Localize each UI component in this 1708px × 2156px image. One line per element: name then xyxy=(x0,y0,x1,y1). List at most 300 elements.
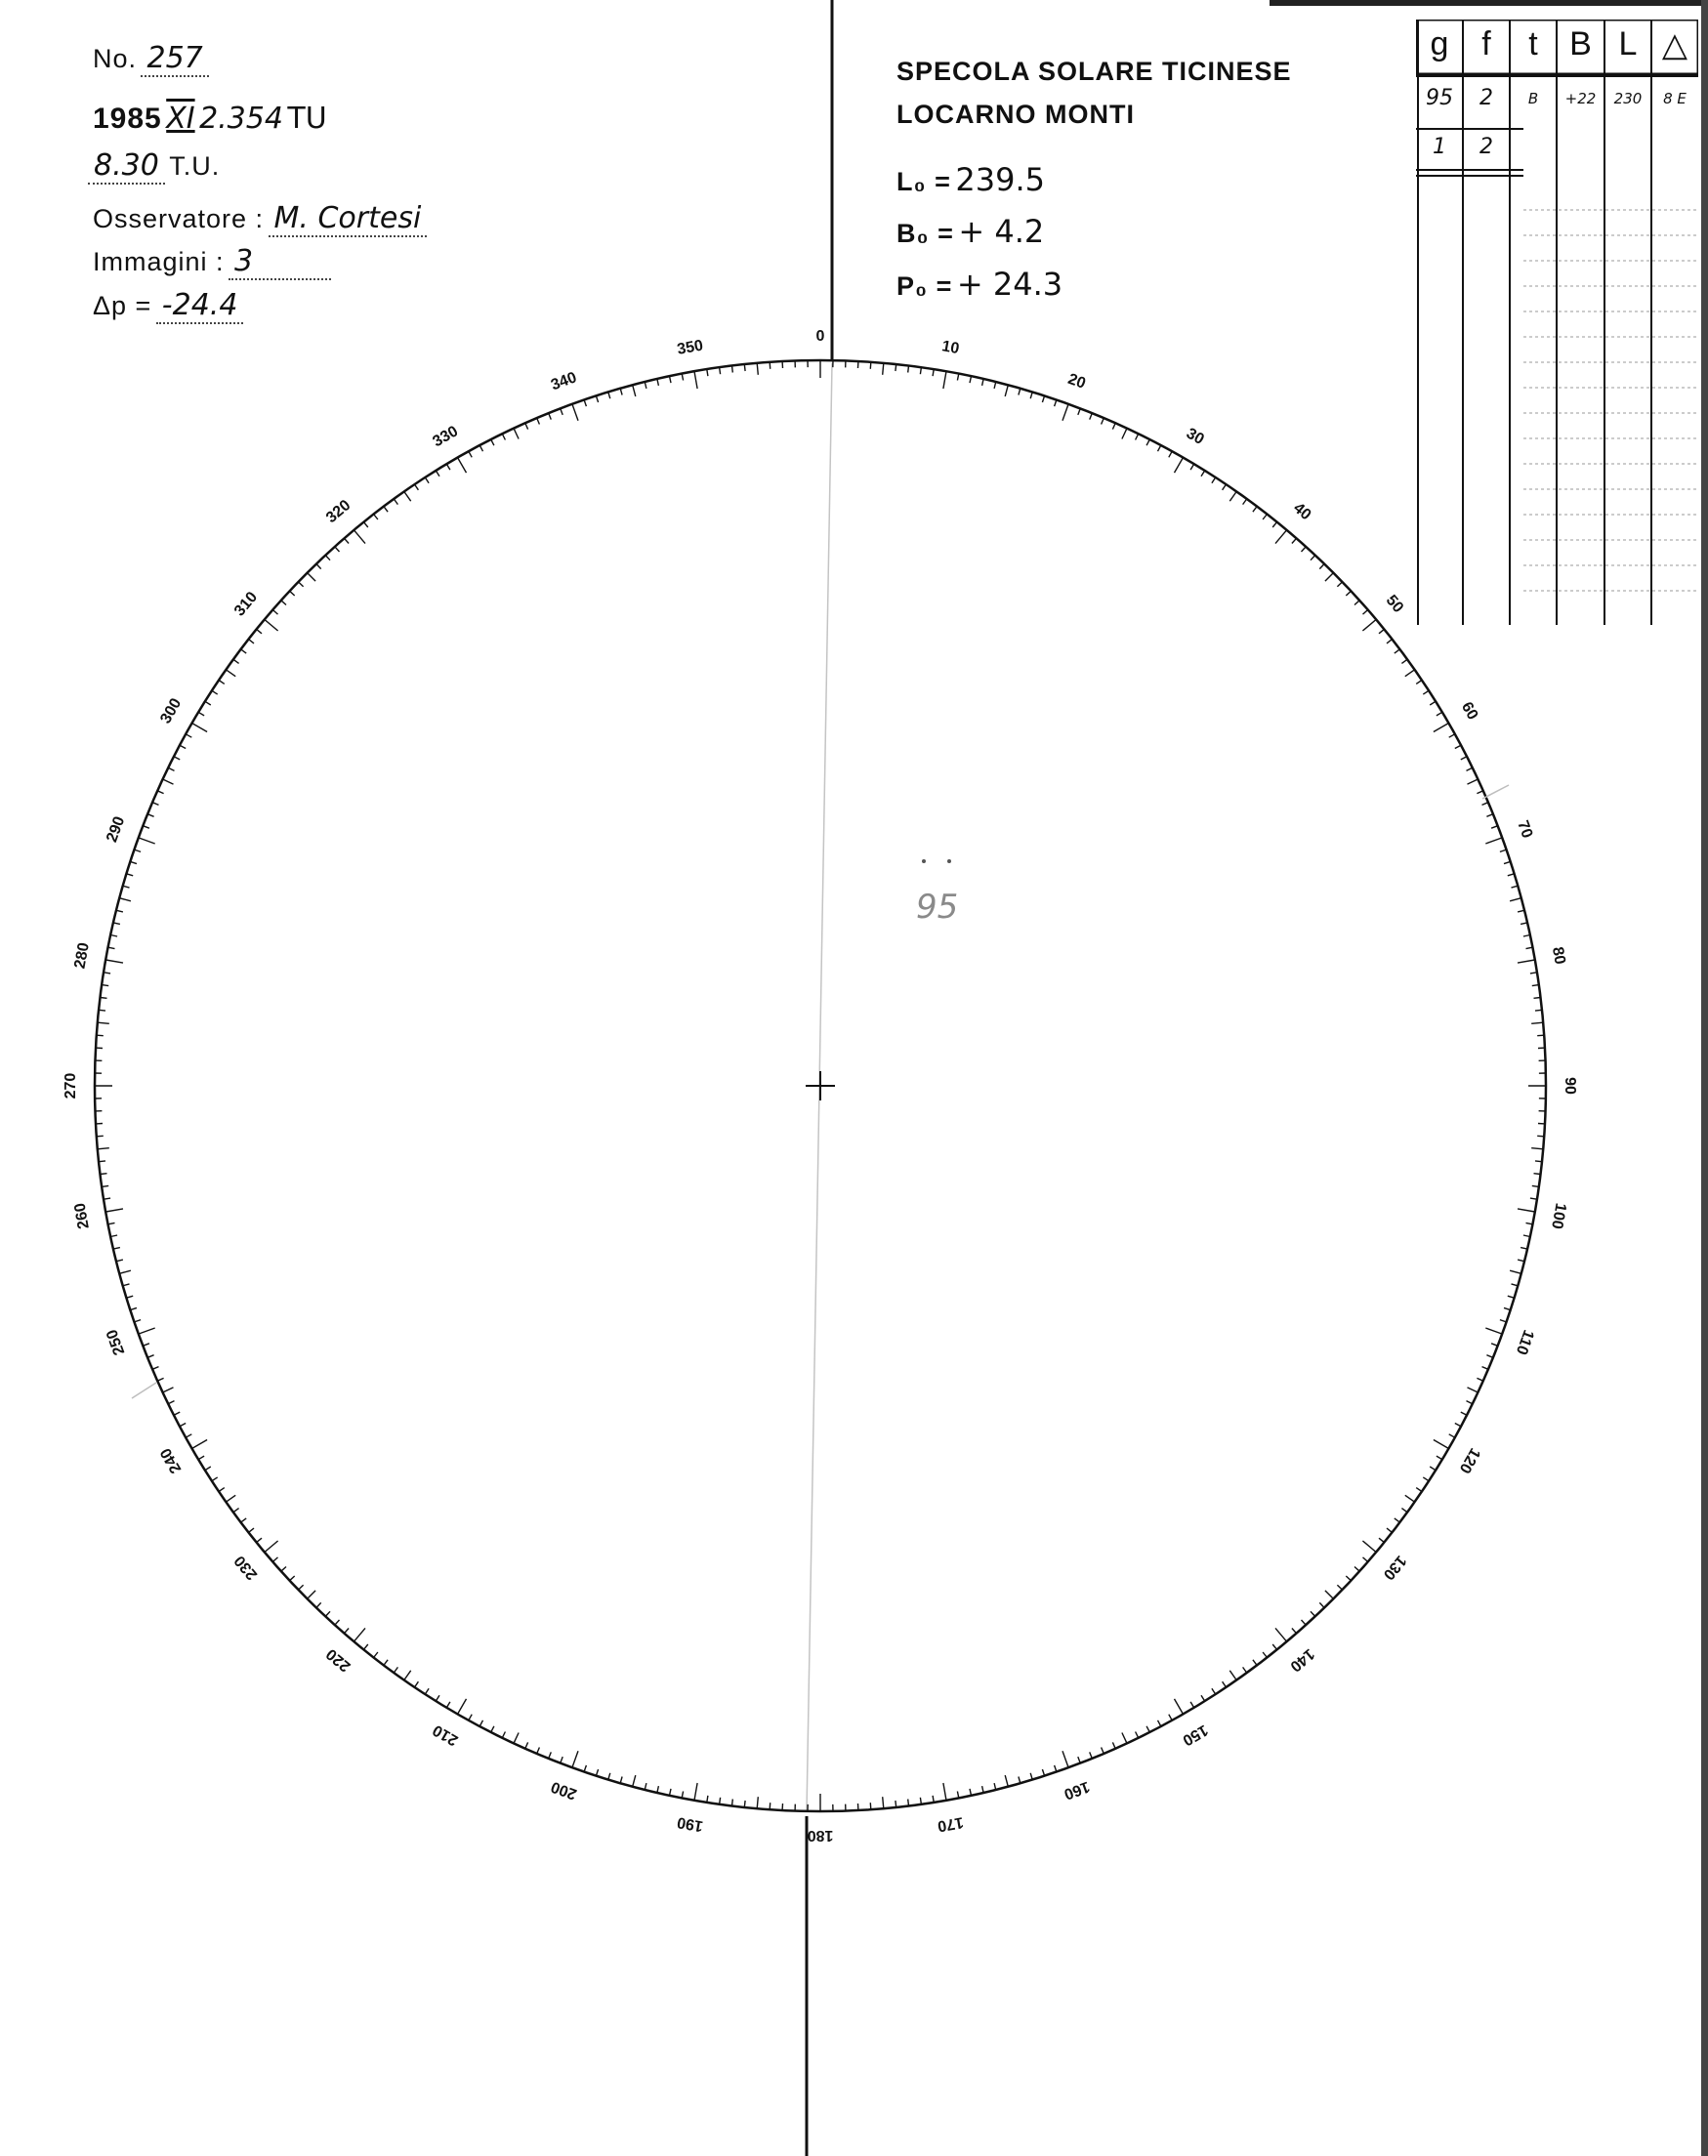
date-month: XI xyxy=(166,102,195,136)
degree-label: 280 xyxy=(71,941,93,971)
degree-tick xyxy=(1534,1174,1541,1175)
degree-label: 160 xyxy=(1062,1777,1092,1803)
degree-tick xyxy=(502,1732,505,1738)
degree-tick xyxy=(192,724,208,732)
degree-label: 250 xyxy=(104,1327,129,1357)
date-year: 1985 xyxy=(93,103,162,135)
degree-tick xyxy=(1319,564,1324,569)
degree-tick xyxy=(1302,547,1307,552)
degree-tick xyxy=(1508,1296,1515,1298)
degree-tick xyxy=(168,1401,174,1404)
degree-tick xyxy=(1122,1733,1127,1744)
degree-tick xyxy=(1449,1434,1455,1437)
degree-tick xyxy=(994,382,996,389)
degree-tick xyxy=(620,1777,622,1784)
degree-tick xyxy=(1434,724,1449,732)
degree-tick xyxy=(102,985,108,986)
degree-tick xyxy=(205,1467,211,1471)
degree-tick xyxy=(744,364,745,371)
degree-tick xyxy=(1455,745,1461,748)
degree-tick xyxy=(1253,507,1257,513)
degree-tick xyxy=(316,1602,321,1607)
degree-tick xyxy=(982,1786,984,1793)
degree-tick xyxy=(436,471,439,477)
degree-tick xyxy=(525,423,528,429)
degree-label: 130 xyxy=(1379,1552,1410,1583)
degree-tick xyxy=(870,1803,871,1809)
degree-tick xyxy=(113,1248,120,1250)
degree-tick xyxy=(198,712,204,716)
degree-tick xyxy=(1243,499,1247,505)
degree-tick xyxy=(1146,1726,1149,1732)
degree-tick xyxy=(1042,395,1044,402)
degree-label: 240 xyxy=(157,1444,186,1476)
degree-tick xyxy=(299,1585,304,1590)
degree-tick xyxy=(1531,1148,1543,1149)
degree-tick xyxy=(469,1715,472,1721)
degree-tick xyxy=(135,850,142,851)
degree-tick xyxy=(1379,1538,1384,1542)
degree-tick xyxy=(99,1161,105,1162)
degree-tick xyxy=(1190,464,1194,470)
degree-tick xyxy=(1311,1611,1315,1616)
degree-tick xyxy=(1354,1567,1359,1572)
degree-tick xyxy=(1521,1248,1527,1250)
degree-tick xyxy=(130,861,137,863)
degree-tick xyxy=(1055,400,1057,407)
time-suffix: T.U. xyxy=(169,151,221,181)
degree-tick xyxy=(1500,1320,1507,1322)
degree-tick xyxy=(1405,670,1415,677)
degree-tick xyxy=(561,1757,563,1763)
degree-tick xyxy=(1346,1576,1351,1581)
degree-tick xyxy=(265,1541,278,1553)
degree-tick xyxy=(572,1751,578,1767)
degree-tick xyxy=(469,451,472,457)
degree-tick xyxy=(502,434,505,439)
P0-value: + 24.3 xyxy=(956,266,1063,303)
degree-tick xyxy=(608,393,610,399)
degree-tick xyxy=(233,1509,239,1513)
degree-tick xyxy=(1019,1777,1021,1784)
degree-tick xyxy=(620,389,622,395)
degree-tick xyxy=(770,362,771,369)
degree-tick xyxy=(633,1775,636,1787)
degree-tick xyxy=(572,404,578,421)
degree-tick xyxy=(1512,1284,1519,1286)
degree-label: 10 xyxy=(940,338,961,358)
degree-tick xyxy=(479,445,482,451)
degree-tick xyxy=(1510,898,1521,901)
degree-tick xyxy=(186,734,191,737)
degree-label: 180 xyxy=(807,1827,834,1844)
degree-tick xyxy=(308,573,316,582)
degree-tick xyxy=(180,745,186,748)
degree-tick xyxy=(102,1185,108,1186)
degree-tick xyxy=(1416,681,1422,684)
degree-tick xyxy=(1500,850,1507,851)
degree-tick xyxy=(1019,389,1021,395)
degree-tick xyxy=(163,779,174,784)
degree-tick xyxy=(596,395,598,402)
P0-label: P₀ = xyxy=(896,271,953,301)
degree-tick xyxy=(1434,1440,1449,1449)
degree-tick xyxy=(1030,1773,1032,1780)
degree-tick xyxy=(335,1620,340,1625)
degree-tick xyxy=(446,1702,450,1708)
table-header-cell: B xyxy=(1569,25,1592,62)
degree-tick xyxy=(720,1798,721,1804)
degree-tick xyxy=(1272,1644,1276,1649)
degree-tick xyxy=(1078,1757,1081,1763)
sheet-number-value: 257 xyxy=(141,41,208,77)
degree-tick xyxy=(205,701,211,705)
degree-tick xyxy=(1467,1401,1473,1404)
degree-tick xyxy=(105,1209,123,1212)
degree-tick xyxy=(1485,838,1502,844)
degree-tick xyxy=(212,690,218,694)
degree-tick xyxy=(596,1769,598,1776)
degree-tick xyxy=(290,591,295,596)
degree-tick xyxy=(374,1652,378,1658)
degree-tick xyxy=(957,374,958,381)
degree-tick xyxy=(1486,1355,1493,1358)
degree-tick xyxy=(163,1388,174,1392)
degree-label: 210 xyxy=(430,1721,462,1749)
degree-tick xyxy=(1102,418,1104,424)
B0-label: B₀ = xyxy=(896,219,954,248)
degree-tick xyxy=(1146,439,1149,445)
table-cell: 1 xyxy=(1433,135,1446,159)
degree-tick xyxy=(1275,1628,1287,1641)
degree-tick xyxy=(425,1688,429,1694)
degree-tick xyxy=(257,629,262,633)
degree-tick xyxy=(1535,1161,1542,1162)
degree-tick xyxy=(458,1699,467,1715)
degree-tick xyxy=(272,610,277,615)
degree-tick xyxy=(1363,1557,1368,1562)
degree-tick xyxy=(1482,803,1488,806)
degree-tick xyxy=(1325,1591,1334,1599)
degree-tick xyxy=(1430,701,1436,705)
degree-tick xyxy=(1362,619,1376,631)
table-cell: 230 xyxy=(1613,90,1643,107)
degree-tick xyxy=(97,1035,104,1036)
degree-tick xyxy=(119,898,131,901)
degree-label: 50 xyxy=(1382,592,1407,616)
degree-tick xyxy=(1337,1585,1342,1590)
degree-tick xyxy=(436,1695,439,1701)
degree-tick xyxy=(152,1367,158,1370)
table-cell: 2 xyxy=(1479,86,1493,110)
degree-tick xyxy=(1055,1765,1057,1772)
degree-tick xyxy=(1311,556,1315,560)
degree-tick xyxy=(608,1773,610,1780)
table-cell: 95 xyxy=(1426,86,1453,110)
degree-label: 90 xyxy=(1562,1077,1578,1095)
degree-tick xyxy=(1532,985,1539,986)
degree-tick xyxy=(1468,779,1479,784)
degree-tick xyxy=(404,491,411,501)
institution-name: SPECOLA SOLARE TICINESE xyxy=(896,57,1292,86)
degree-tick xyxy=(1169,451,1172,457)
degree-tick xyxy=(1532,1185,1539,1186)
degree-label: 330 xyxy=(430,423,462,451)
degree-label: 200 xyxy=(549,1777,579,1803)
degree-tick xyxy=(241,1518,247,1522)
degree-tick xyxy=(157,791,163,794)
degree-tick xyxy=(1537,1136,1544,1137)
degree-tick xyxy=(1510,1270,1521,1273)
degree-tick xyxy=(265,619,278,631)
degree-tick xyxy=(1005,1775,1008,1787)
degree-tick xyxy=(1401,659,1407,663)
degree-tick xyxy=(584,400,586,407)
degree-tick xyxy=(1223,484,1227,490)
degree-tick xyxy=(425,477,429,483)
degree-label: 350 xyxy=(676,337,705,358)
degree-tick xyxy=(139,1328,155,1334)
degree-tick xyxy=(491,439,494,445)
degree-tick xyxy=(308,1591,316,1599)
degree-tick xyxy=(1005,385,1008,396)
delta-p-label: Δp = xyxy=(93,291,152,320)
table-header-cell: L xyxy=(1618,25,1638,62)
table-header-cell: △ xyxy=(1661,26,1688,63)
degree-tick xyxy=(1491,826,1498,829)
table-header-cell: f xyxy=(1481,25,1491,62)
degree-tick xyxy=(1090,1752,1093,1759)
degree-tick xyxy=(1263,1652,1267,1658)
degree-tick xyxy=(657,379,659,386)
degree-tick xyxy=(645,1783,646,1790)
degree-tick xyxy=(180,1424,186,1427)
degree-tick xyxy=(1319,1602,1324,1607)
degree-tick xyxy=(1467,767,1473,770)
degree-tick xyxy=(192,1440,208,1449)
degree-tick xyxy=(394,499,397,505)
top-edge-band xyxy=(1270,0,1708,6)
degree-tick xyxy=(1263,515,1267,520)
degree-tick xyxy=(415,1681,419,1687)
degree-tick xyxy=(1395,649,1400,653)
degree-tick xyxy=(127,1296,134,1298)
degree-tick xyxy=(105,960,123,963)
degree-tick xyxy=(1102,1748,1104,1754)
degree-tick xyxy=(1504,861,1511,863)
degree-tick xyxy=(479,1721,482,1726)
degree-tick xyxy=(943,371,946,389)
table-cell: +22 xyxy=(1564,90,1597,107)
degree-tick xyxy=(525,1742,528,1748)
degree-label: 260 xyxy=(71,1201,93,1230)
degree-tick xyxy=(174,1412,180,1415)
degree-tick xyxy=(127,874,134,876)
degree-tick xyxy=(1158,445,1161,451)
degree-tick xyxy=(1521,923,1527,925)
degree-tick xyxy=(98,1148,109,1149)
degree-tick xyxy=(198,1456,204,1460)
degree-tick xyxy=(1062,1751,1068,1767)
degree-tick xyxy=(363,1644,367,1649)
degree-tick xyxy=(384,507,388,513)
degree-tick xyxy=(446,464,450,470)
sunspot-2 xyxy=(947,859,951,863)
degree-tick xyxy=(537,418,540,424)
degree-label: 40 xyxy=(1290,499,1314,524)
degree-tick xyxy=(108,947,115,948)
degree-tick xyxy=(682,1792,683,1799)
degree-tick xyxy=(1387,640,1393,643)
degree-tick xyxy=(982,379,984,386)
L0-value: 239.5 xyxy=(955,161,1045,198)
degree-tick xyxy=(325,556,330,560)
degree-tick xyxy=(290,1576,295,1581)
degree-tick xyxy=(645,382,646,389)
degree-tick xyxy=(1229,491,1236,501)
table-cell: B xyxy=(1527,90,1539,107)
degree-label: 70 xyxy=(1514,818,1536,841)
degree-label: 310 xyxy=(230,589,262,620)
degree-tick xyxy=(249,640,255,643)
degree-tick xyxy=(883,1797,884,1808)
degree-tick xyxy=(1078,408,1081,415)
degree-tick xyxy=(1272,522,1276,527)
degree-label: 230 xyxy=(230,1552,262,1583)
degree-tick xyxy=(147,814,154,817)
degree-tick xyxy=(1430,1467,1436,1471)
sunspot-group-label: 95 xyxy=(916,888,959,927)
degree-tick xyxy=(116,1260,123,1262)
degree-label: 120 xyxy=(1455,1444,1483,1476)
observer-value: M. Cortesi xyxy=(269,201,428,237)
degree-tick xyxy=(1504,1307,1511,1309)
degree-label: 270 xyxy=(62,1072,79,1099)
degree-tick xyxy=(1461,757,1467,760)
sunspot-1 xyxy=(922,859,926,863)
delta-p-value: -24.4 xyxy=(156,288,244,324)
degree-tick xyxy=(732,1800,733,1806)
degree-tick xyxy=(119,1270,131,1273)
degree-tick xyxy=(1405,1495,1415,1502)
degree-label: 190 xyxy=(676,1813,705,1835)
degree-tick xyxy=(1486,814,1493,817)
degree-tick xyxy=(1253,1660,1257,1666)
degree-label: 340 xyxy=(549,369,579,394)
observer-label: Osservatore : xyxy=(93,204,265,233)
degree-tick xyxy=(354,1628,365,1641)
degree-tick xyxy=(384,1660,388,1666)
degree-tick xyxy=(404,1671,411,1680)
degree-tick xyxy=(1423,690,1429,694)
sheet-number-label: No. xyxy=(93,44,138,73)
degree-tick xyxy=(1455,1424,1461,1427)
degree-tick xyxy=(1508,874,1515,876)
degree-tick xyxy=(316,564,321,569)
degree-tick xyxy=(1292,1629,1297,1634)
degree-tick xyxy=(325,1611,330,1616)
degree-tick xyxy=(1401,1509,1407,1513)
degree-tick xyxy=(272,1557,277,1562)
degree-tick xyxy=(1212,1688,1216,1694)
degree-label: 220 xyxy=(323,1644,354,1676)
degree-tick xyxy=(394,1667,397,1673)
degree-label: 170 xyxy=(936,1813,965,1835)
degree-tick xyxy=(549,413,552,420)
degree-tick xyxy=(174,757,180,760)
degree-tick xyxy=(732,366,733,373)
degree-tick xyxy=(514,1733,519,1744)
degree-tick xyxy=(744,1801,745,1807)
degree-tick xyxy=(101,998,107,999)
degree-tick xyxy=(1395,1518,1400,1522)
degree-tick xyxy=(281,1567,286,1572)
date-day: 2.354 xyxy=(199,102,283,136)
degree-tick xyxy=(1112,423,1115,429)
degree-tick xyxy=(1518,910,1524,912)
degree-tick xyxy=(415,484,419,490)
degree-label: 290 xyxy=(104,814,129,845)
degree-tick xyxy=(345,1629,350,1634)
degree-label: 300 xyxy=(157,695,186,727)
degree-tick xyxy=(226,670,235,677)
degree-tick xyxy=(1518,1209,1535,1212)
degree-tick xyxy=(99,1010,105,1011)
degree-tick xyxy=(957,1792,958,1799)
degree-tick xyxy=(514,429,519,439)
degree-tick xyxy=(354,530,365,544)
degree-tick xyxy=(1535,1010,1542,1011)
degree-tick xyxy=(113,923,120,925)
degree-label: 30 xyxy=(1183,425,1207,449)
degree-tick xyxy=(98,1022,109,1023)
degree-tick xyxy=(97,1136,104,1137)
degree-tick xyxy=(1437,1456,1442,1460)
degree-tick xyxy=(1030,393,1032,399)
degree-tick xyxy=(363,522,367,527)
degree-tick xyxy=(1468,1388,1479,1392)
table-header-cell: g xyxy=(1430,25,1449,62)
degree-tick xyxy=(920,1798,921,1804)
degree-tick xyxy=(537,1748,540,1754)
degree-tick xyxy=(1325,573,1334,582)
degree-label: 140 xyxy=(1286,1644,1317,1676)
degree-tick xyxy=(561,408,563,415)
degree-tick xyxy=(908,366,909,373)
degree-tick xyxy=(1537,1035,1544,1036)
degree-tick xyxy=(257,1538,262,1542)
degree-label: 320 xyxy=(323,496,354,527)
degree-tick xyxy=(1175,458,1184,474)
degree-tick xyxy=(1090,413,1093,420)
degree-tick xyxy=(1477,791,1482,794)
degree-tick xyxy=(1491,1344,1498,1347)
degree-tick xyxy=(1518,960,1535,963)
degree-tick xyxy=(1482,1367,1488,1370)
degree-tick xyxy=(943,1783,946,1801)
table-header-cell: t xyxy=(1528,25,1538,62)
degree-tick xyxy=(1354,601,1359,605)
degree-tick xyxy=(241,649,247,653)
degree-tick xyxy=(694,371,697,389)
degree-tick xyxy=(1136,434,1139,439)
degree-tick xyxy=(139,838,155,844)
degree-tick xyxy=(123,886,130,888)
degree-tick xyxy=(1158,1721,1161,1726)
degree-tick xyxy=(908,1800,909,1806)
degree-tick xyxy=(345,538,350,543)
degree-tick xyxy=(1169,1715,1172,1721)
